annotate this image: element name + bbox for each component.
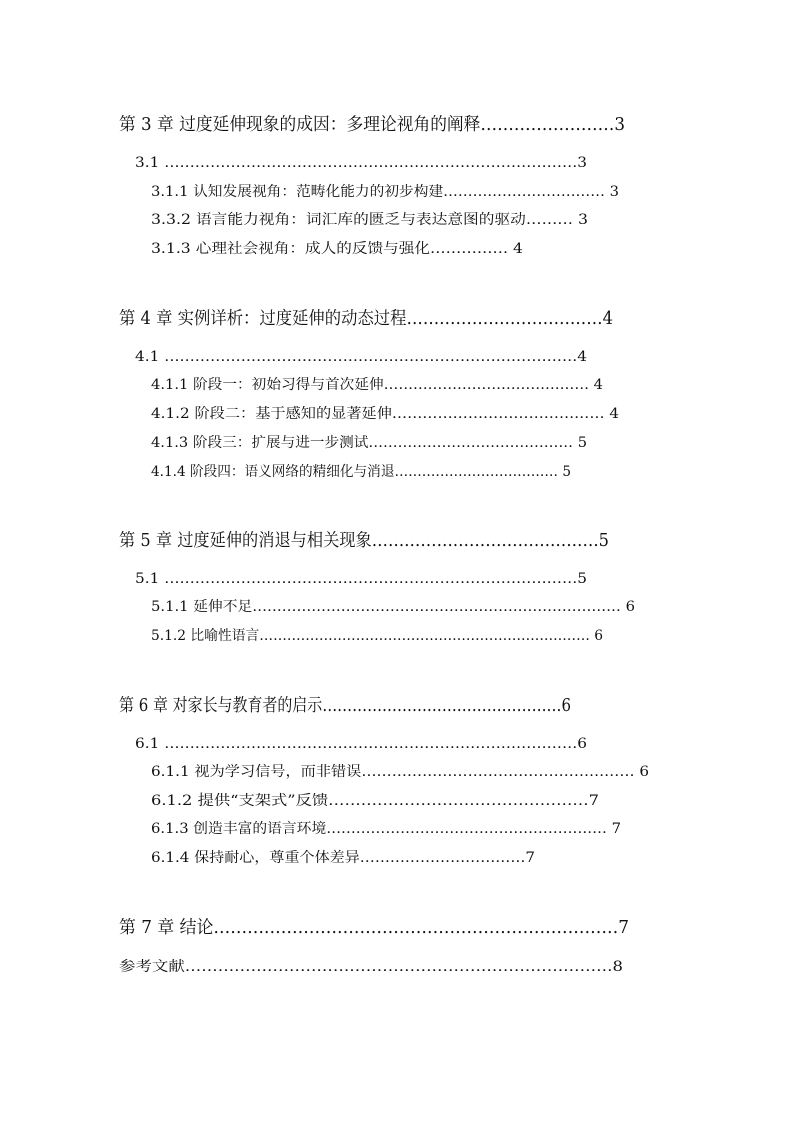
toc-page-number: 5 [557,464,571,480]
toc-page-number: 4 [602,309,613,329]
toc-leader-dots: …………………………………… [383,377,590,393]
toc-entry-subsection[interactable] [151,822,621,836]
toc-leader-dots: ……………………………………………………………………… [164,736,578,752]
toc-entry-title: 3.1.1 认知发展视角：范畴化能力的初步构建 [151,184,444,200]
toc-page-number: 3 [604,184,619,200]
toc-page-number: 6 [561,696,571,716]
toc-leader-dots: ………………………………………… [328,793,589,809]
toc-page-number: 5 [577,571,587,587]
toc-entry-subsection[interactable] [151,378,603,392]
toc-leader-dots: …………………………… [359,850,526,866]
toc-page-number: 7 [618,918,629,938]
toc-leader-dots: …………………………………… [371,531,599,551]
toc-entry-section[interactable] [135,156,587,170]
toc-entry-chapter[interactable] [119,117,625,135]
toc-entry-title: 参考文献 [119,959,185,975]
toc-leader-dots: …………………………………… [368,435,574,451]
toc-page-number: 6 [620,599,635,615]
toc-entry-title: 4.1.3 阶段三：扩展与进一步测试 [151,435,369,451]
toc-entry-chapter[interactable] [119,698,571,716]
toc-entry-title: 3.1 [135,155,165,171]
toc-entry-subsection[interactable] [151,242,523,256]
toc-entry-subsection[interactable] [151,436,587,450]
toc-page-number: 4 [589,377,603,393]
toc-page-number: 5 [598,531,609,551]
toc-page-number: 6 [634,764,649,780]
toc-entry-title: 6.1.1 视为学习信号，而非错误 [151,764,362,780]
toc-leader-dots: …………………… [480,115,615,135]
toc-page-number: 6 [577,736,587,752]
toc-entry-title: 6.1.4 保持耐心，尊重个体差异 [151,850,360,866]
toc-entry-title: 3.1.3 心理社会视角：成人的反馈与强化 [151,241,430,257]
toc-entry-title: 第 4 章 实例详析：过度延伸的动态过程 [119,309,407,329]
toc-entry-title: 第 6 章 对家长与教育者的启示 [119,696,323,716]
toc-entry-reference[interactable] [119,960,623,974]
toc-page-number: 7 [525,850,535,866]
toc-entry-chapter[interactable] [119,311,613,329]
toc-page-number: 7 [588,793,599,809]
toc-entry-title: 6.1 [135,736,165,752]
toc-entry-subsection[interactable] [151,600,635,614]
toc-entry-section[interactable] [135,737,587,751]
toc-entry-title: 5.1.2 比喻性语言 [151,628,260,644]
toc-entry-subsection[interactable] [151,765,649,779]
toc-entry-title: 5.1.1 延伸不足 [151,599,253,615]
toc-page-number: 8 [612,959,623,975]
toc-page-number: 5 [573,435,587,451]
toc-page-number: 3 [577,155,587,171]
toc-leader-dots: …………… [430,241,509,257]
toc-entry-subsection[interactable] [151,185,619,199]
toc-entry-title: 4.1.2 阶段二：基于感知的显著延伸 [151,406,392,422]
toc-leader-dots: ……………………………………………………………………… [164,349,578,365]
toc-page-number: 3 [573,212,588,228]
toc-leader-dots: …………………………… [443,184,605,200]
toc-leader-dots: ………………………………………………… [326,821,607,837]
toc-page-number: 3 [614,115,625,135]
toc-entry-subsection[interactable] [151,213,588,227]
toc-leader-dots: ………………………………………… [322,696,562,716]
toc-entry-title: 3.3.2 语言能力视角：词汇库的匮乏与表达意图的驱动 [151,212,526,228]
toc-entry-title: 第 3 章 过度延伸现象的成因：多理论视角的阐释 [119,115,481,135]
toc-entry-subsection[interactable] [151,465,571,479]
toc-leader-dots: …………………………………… [391,406,605,422]
toc-entry-title: 5.1 [135,571,165,587]
toc-entry-title: 第 5 章 过度延伸的消退与相关现象 [119,531,372,551]
toc-leader-dots: ……… [525,212,574,228]
toc-entry-title: 6.1.3 创造丰富的语言环境 [151,821,327,837]
toc-entry-chapter[interactable] [119,920,629,938]
toc-leader-dots: ……………………………………………………………………… [164,155,578,171]
toc-page-number: 4 [577,349,587,365]
toc-entry-title: 4.1 [135,349,165,365]
toc-entry-section[interactable] [135,350,587,364]
toc-leader-dots: ………………………………………………………………… [252,599,621,615]
toc-leader-dots: ……………………………………………………………… [259,628,590,644]
toc-entry-subsection[interactable] [151,794,599,808]
toc-leader-dots: ……………………………… [406,309,603,329]
toc-page-number: 7 [606,821,621,837]
toc-page-number: 4 [508,241,523,257]
toc-leader-dots: …………………………………………………………………… [184,959,613,975]
toc-entry-title: 4.1.1 阶段一：初始习得与首次延伸 [151,377,384,393]
toc-entry-subsection[interactable] [151,851,535,865]
toc-entry-title: 4.1.4 阶段四：语义网络的精细化与消退 [151,464,395,480]
toc-entry-subsection[interactable] [151,629,603,643]
toc-leader-dots: ……………………………………………………………………… [164,571,578,587]
toc-leader-dots: ……………………………………………… [361,764,635,780]
toc-entry-chapter[interactable] [119,533,609,551]
toc-entry-section[interactable] [135,572,587,586]
toc-leader-dots: ……………………………………………………………… [213,918,619,938]
toc-leader-dots: ……………………………… [394,464,558,480]
toc-page-number: 4 [604,406,619,422]
toc-entry-title: 6.1.2 提供“支架式”反馈 [151,793,329,809]
toc-entry-title: 第 7 章 结论 [119,918,214,938]
toc-page-number: 6 [589,628,603,644]
toc-entry-subsection[interactable] [151,407,619,421]
